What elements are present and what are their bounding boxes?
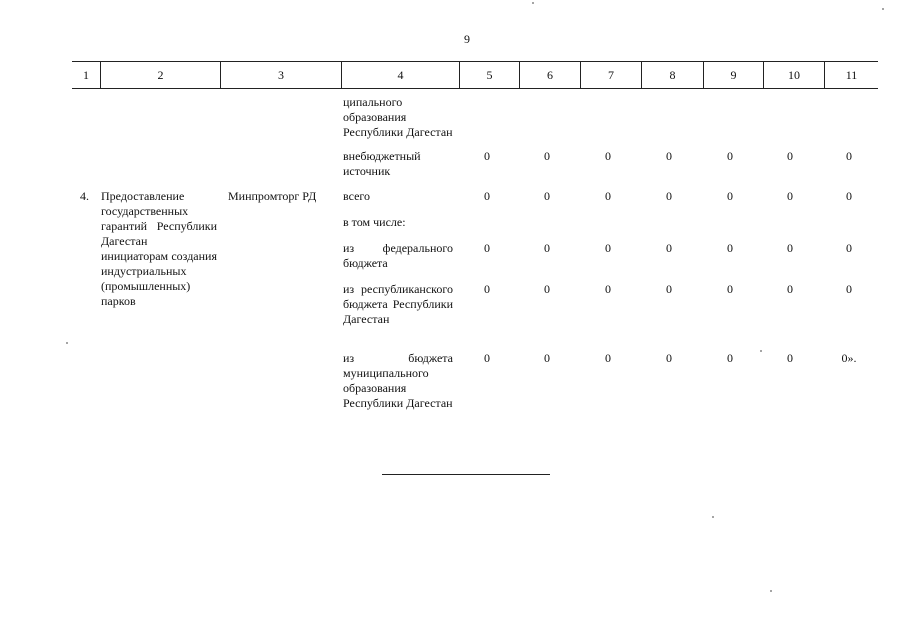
funding-value: 0 [484, 189, 490, 203]
funding-value: 0 [605, 351, 611, 365]
offbudget-value: 0 [544, 149, 550, 163]
scan-speck [760, 350, 762, 352]
header-col-9: 9 [703, 62, 763, 88]
scan-speck [882, 8, 884, 10]
offbudget-value: 0 [484, 149, 490, 163]
funding-value: 0 [666, 351, 672, 365]
continuation-source-label: ципального образования Республики Дагестан [343, 95, 453, 139]
funding-value: 0 [544, 282, 550, 296]
funding-value: 0 [787, 241, 793, 255]
funding-value: 0 [666, 282, 672, 296]
scan-speck [712, 516, 714, 518]
funding-value: 0 [787, 351, 793, 365]
offbudget-value: 0 [727, 149, 733, 163]
scan-speck [532, 2, 534, 4]
scan-speck [66, 342, 68, 344]
funding-source-label: в том числе: [343, 215, 406, 229]
table-header [72, 61, 878, 89]
end-rule [382, 474, 550, 475]
funding-value: 0 [544, 241, 550, 255]
funding-value: 0 [605, 282, 611, 296]
offbudget-source-label: внебюджетный источник [343, 149, 421, 178]
funding-value: 0 [666, 189, 672, 203]
funding-value: 0 [605, 241, 611, 255]
funding-value: 0 [727, 282, 733, 296]
scan-speck [770, 590, 772, 592]
offbudget-value: 0 [787, 149, 793, 163]
offbudget-value: 0 [605, 149, 611, 163]
header-col-1: 1 [83, 67, 89, 82]
header-col-5: 5 [459, 62, 519, 88]
funding-value: 0 [846, 189, 852, 203]
header-col-10: 10 [763, 62, 824, 88]
header-col-8: 8 [641, 62, 703, 88]
funding-value: 0». [841, 351, 857, 365]
funding-source-label: из бюджета муниципального образования Республики Дагестан [343, 351, 453, 410]
offbudget-value: 0 [846, 149, 852, 163]
funding-value: 0 [727, 241, 733, 255]
funding-source-label: из республиканского бюджета Республики Дагестан [343, 282, 453, 326]
funding-value: 0 [846, 282, 852, 296]
header-col-7: 7 [580, 62, 641, 88]
funding-value: 0 [605, 189, 611, 203]
header-col-3: 3 [220, 62, 341, 88]
funding-value: 0 [484, 282, 490, 296]
funding-value: 0 [666, 241, 672, 255]
funding-value: 0 [544, 189, 550, 203]
offbudget-value: 0 [666, 149, 672, 163]
header-col-4: 4 [341, 62, 459, 88]
item-name: Предоставление государственных гарантий Республики Дагестан инициаторам создания индустриальных (промышленных) парков [101, 189, 217, 308]
funding-value: 0 [484, 241, 490, 255]
item-number: 4. [80, 189, 89, 203]
funding-value: 0 [846, 241, 852, 255]
funding-value: 0 [484, 351, 490, 365]
header-col-2: 2 [100, 62, 220, 88]
funding-value: 0 [727, 189, 733, 203]
funding-value: 0 [727, 351, 733, 365]
header-col-6: 6 [519, 62, 580, 88]
funding-value: 0 [544, 351, 550, 365]
funding-value: 0 [787, 282, 793, 296]
funding-value: 0 [787, 189, 793, 203]
header-col-11: 11 [824, 62, 878, 88]
item-responsible: Минпромторг РД [228, 189, 317, 203]
page-number: 9 [464, 32, 470, 46]
funding-source-label: всего [343, 189, 371, 203]
funding-source-label: из федерального бюджета [343, 241, 453, 270]
